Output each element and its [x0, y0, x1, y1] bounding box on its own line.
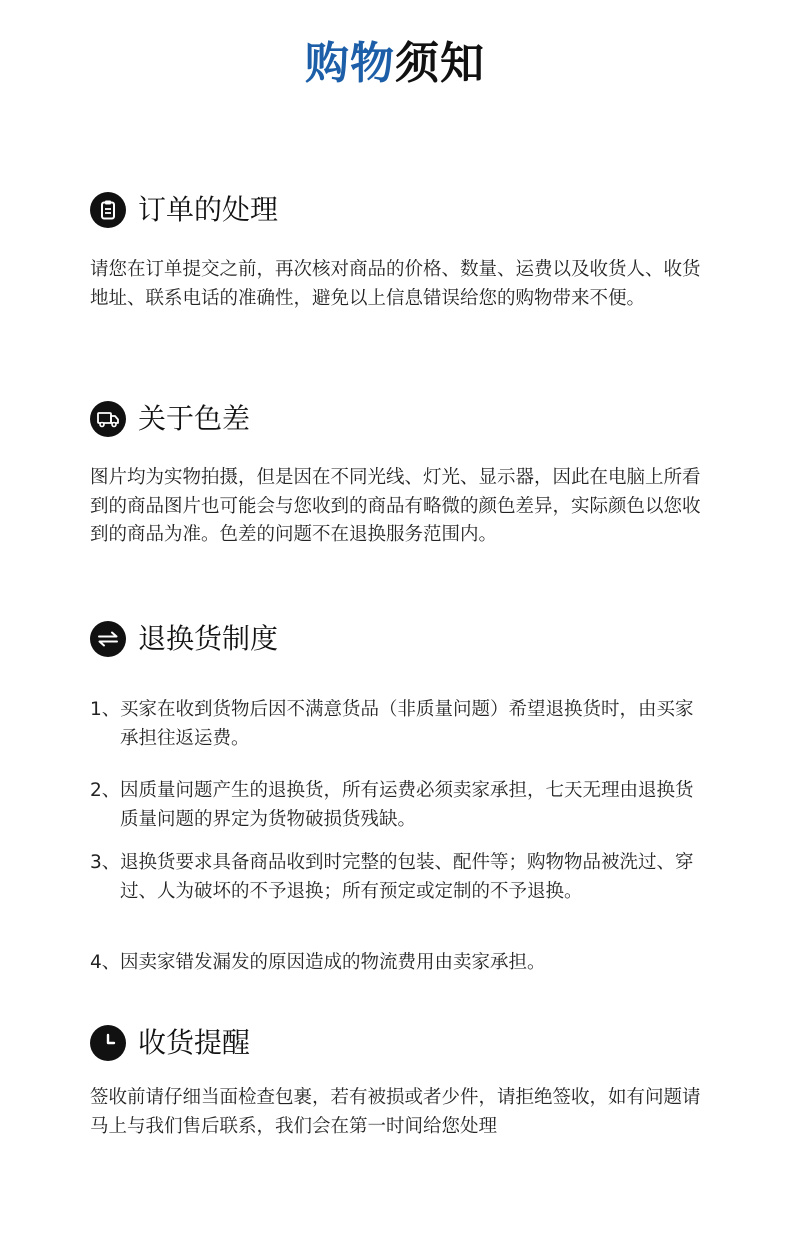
list-item-text: 买家在收到货物后因不满意货品（非质量问题）希望退换货时，由买家承担往返运费。	[120, 699, 694, 749]
section-body: 请您在订单提交之前，再次核对商品的价格、数量、运费以及收货人、收货地址、联系电话的准确性，避免以上信息错误给您的购物带来不便。	[90, 259, 701, 309]
list-item-number: 3、	[90, 852, 121, 873]
section-heading: 订单的处理	[138, 193, 279, 226]
page-title-rest: 须知	[395, 38, 485, 89]
section-color-difference	[90, 398, 730, 545]
section-order-processing	[90, 189, 730, 309]
list-item-text: 因卖家错发漏发的原因造成的物流费用由卖家承担。	[120, 952, 546, 973]
section-heading: 退换货制度	[138, 622, 279, 655]
section-body: 图片均为实物拍摄，但是因在不同光线、灯光、显示器，因此在电脑上所看到的商品图片也可能会与您收到的商品有略微的颜色差异，实际颜色以您收到的商品为准。色差的问题不在退换服务范围内。	[90, 467, 701, 545]
list-item-number: 4、	[90, 952, 121, 973]
list-item-text: 退换货要求具备商品收到时完整的包装、配件等；购物物品被洗过、穿过、人为破坏的不予退换；所有预定或定制的不予退换。	[120, 852, 694, 902]
list-item-number: 2、	[90, 780, 121, 801]
section-heading: 收货提醒	[138, 1026, 251, 1059]
page-title-highlight: 购物	[305, 38, 395, 89]
section-receipt-reminder	[90, 1022, 730, 1137]
clipboard-icon	[90, 192, 126, 228]
section-header	[90, 1022, 730, 1064]
clock-icon	[90, 1025, 126, 1061]
section-return-policy	[90, 618, 730, 973]
list-item-number: 1、	[90, 699, 121, 720]
section-header	[90, 398, 730, 440]
section-header	[90, 618, 730, 660]
list-item	[90, 777, 710, 834]
exchange-arrows-icon	[90, 621, 126, 657]
section-heading: 关于色差	[138, 402, 251, 435]
page-title	[0, 36, 790, 92]
list-item-text: 因质量问题产生的退换货，所有运费必须卖家承担，七天无理由退换货质量问题的界定为货物破损货残缺。	[120, 780, 694, 830]
delivery-truck-icon	[90, 401, 126, 437]
list-item	[90, 949, 710, 978]
section-body: 签收前请仔细当面检查包裹，若有被损或者少件，请拒绝签收，如有问题请马上与我们售后联系，我们会在第一时间给您处理	[90, 1087, 701, 1137]
list-item	[90, 696, 710, 753]
list-item	[90, 849, 710, 906]
section-header	[90, 189, 730, 231]
